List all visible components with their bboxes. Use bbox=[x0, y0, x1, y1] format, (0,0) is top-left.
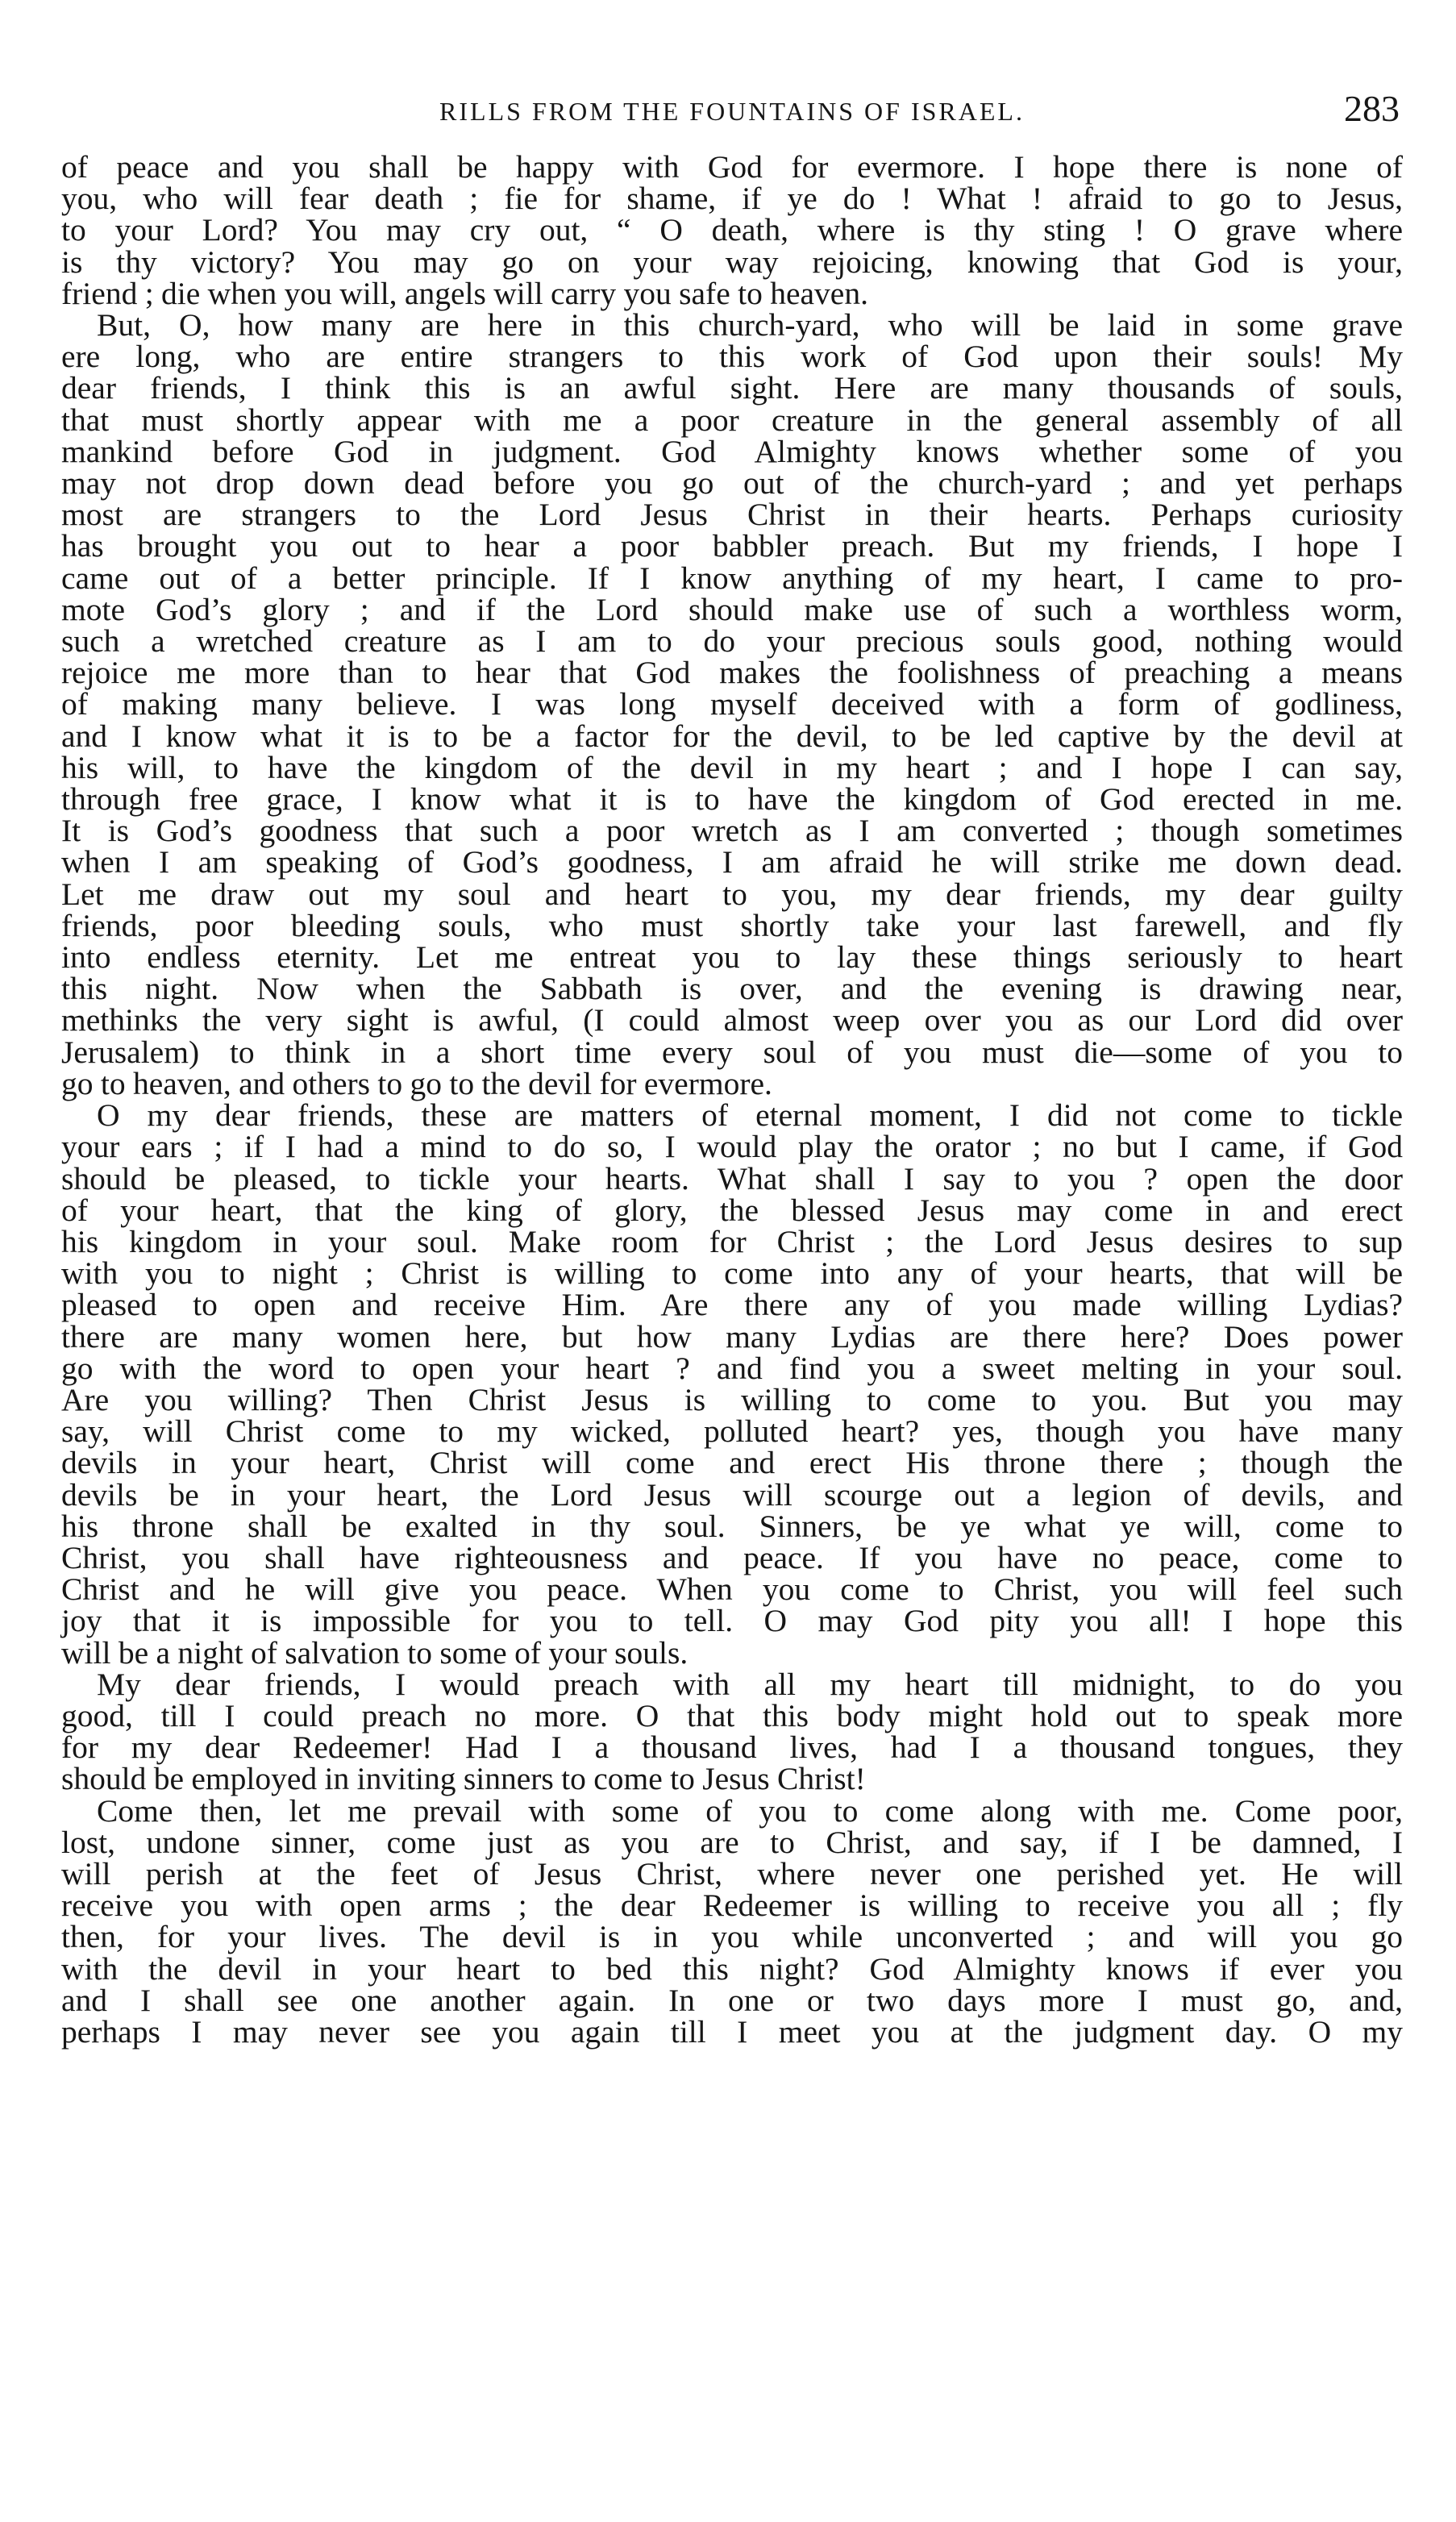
text-line: dear friends, I think this is an awful sight. Here are many thousands of souls, bbox=[61, 370, 1403, 406]
text-line: with you to night ; Christ is willing to come into any of your hearts, that will be bbox=[61, 1255, 1403, 1292]
paragraph-3 bbox=[61, 1097, 1403, 1671]
paragraph-4 bbox=[61, 1666, 1403, 1797]
text-line: you, who will fear death ; fie for shame, if ye do ! What ! afraid to go to Jesus, bbox=[61, 181, 1403, 217]
text-line: Let me draw out my soul and heart to you, my dear friends, my dear guilty bbox=[61, 876, 1403, 912]
text-line: ere long, who are entire strangers to this work of God upon their souls! My bbox=[61, 339, 1403, 375]
text-line: Are you willing? Then Christ Jesus is willing to come to you. But you may bbox=[61, 1381, 1403, 1417]
text-line: of your heart, that the king of glory, the blessed Jesus may come in and erect bbox=[61, 1192, 1403, 1228]
body-text bbox=[61, 149, 1403, 2050]
paragraph-2 bbox=[61, 307, 1403, 1101]
text-line: of peace and you shall be happy with God for evermore. I hope there is none of bbox=[61, 149, 1403, 185]
text-line: Jerusalem) to think in a short time every soul of you must die—some of you to bbox=[61, 1034, 1403, 1070]
text-line: O my dear friends, these are matters of eternal moment, I did not come to tickle bbox=[97, 1097, 1403, 1134]
text-line: your ears ; if I had a mind to do so, I would play the orator ; no but I came, if God bbox=[61, 1129, 1403, 1165]
text-line: there are many women here, but how many Lydias are there here? Does power bbox=[61, 1318, 1403, 1355]
text-line: receive you with open arms ; the dear Redeemer is willing to receive you all ; fly bbox=[61, 1887, 1403, 1924]
text-line: with the devil in your heart to bed this night? God Almighty knows if ever you bbox=[61, 1950, 1403, 1987]
text-line: go to heaven, and others to go to the devil for evermore. bbox=[61, 1065, 772, 1101]
text-line: and I shall see one another again. In one or two days more I must go, and, bbox=[61, 1982, 1403, 2018]
text-line: for my dear Redeemer! Had I a thousand lives, had I a thousand tongues, they bbox=[61, 1729, 1403, 1766]
text-line: will be a night of salvation to some of your souls. bbox=[61, 1634, 688, 1671]
text-line: is thy victory? You may go on your way rejoicing, knowing that God is your, bbox=[61, 243, 1403, 280]
text-line: mote God’s glory ; and if the Lord should make use of such a worthless worm, bbox=[61, 591, 1403, 627]
text-line: should be pleased, to tickle your hearts. What shall I say to you ? open the door bbox=[61, 1160, 1403, 1196]
paragraph-5 bbox=[61, 1792, 1403, 2050]
text-line: should be employed in inviting sinners to come to Jesus Christ! bbox=[61, 1761, 866, 1797]
text-line: devils in your heart, Christ will come and erect His throne there ; though the bbox=[61, 1445, 1403, 1481]
text-line: came out of a better principle. If I know anything of my heart, I came to pro- bbox=[61, 560, 1403, 596]
paragraph-1 bbox=[61, 149, 1403, 311]
text-line: My dear friends, I would preach with all my heart till midnight, to do you bbox=[97, 1666, 1403, 1702]
text-line: has brought you out to hear a poor babbler preach. But my friends, I hope I bbox=[61, 528, 1403, 564]
text-line: his kingdom in your soul. Make room for Christ ; the Lord Jesus desires to sup bbox=[61, 1223, 1403, 1259]
text-line: But, O, how many are here in this church-yard, who will be laid in some grave bbox=[97, 307, 1403, 343]
running-head bbox=[61, 77, 1403, 152]
text-line: pleased to open and receive Him. Are there any of you made willing Lydias? bbox=[61, 1287, 1403, 1323]
text-line: when I am speaking of God’s goodness, I am afraid he will strike me down dead. bbox=[61, 844, 1403, 880]
text-line: into endless eternity. Let me entreat you to lay these things seriously to heart bbox=[61, 939, 1403, 976]
running-title: RILLS FROM THE FOUNTAINS OF ISRAEL. bbox=[439, 97, 1025, 126]
text-line: most are strangers to the Lord Jesus Christ in their hearts. Perhaps curiosity bbox=[61, 497, 1403, 533]
text-line: friends, poor bleeding souls, who must shortly take your last farewell, and fly bbox=[61, 907, 1403, 943]
text-line: devils be in your heart, the Lord Jesus will scourge out a legion of devils, and bbox=[61, 1476, 1403, 1513]
text-line: to your Lord? You may cry out, “ O death, where is thy sting ! O grave where bbox=[61, 212, 1403, 248]
text-line: will perish at the feet of Jesus Christ, where never one perished yet. He will bbox=[61, 1855, 1403, 1892]
text-line: friend ; die when you will, angels will carry you safe to heaven. bbox=[61, 275, 868, 311]
text-line: go with the word to open your heart ? and find you a sweet melting in your soul. bbox=[61, 1350, 1403, 1386]
text-line: such a wretched creature as I am to do your precious souls good, nothing would bbox=[61, 623, 1403, 660]
page-number: 283 bbox=[1344, 88, 1400, 129]
text-line: lost, undone sinner, come just as you are to Christ, and say, if I be damned, I bbox=[61, 1824, 1403, 1860]
text-line: It is God’s goodness that such a poor wretch as I am converted ; though sometimes bbox=[61, 813, 1403, 849]
text-line: methinks the very sight is awful, (I could almost weep over you as our Lord did over bbox=[61, 1002, 1403, 1038]
text-line: Christ and he will give you peace. When you come to Christ, you will feel such bbox=[61, 1571, 1403, 1608]
text-line: may not drop down dead before you go out of the church-yard ; and yet perhaps bbox=[61, 465, 1403, 501]
text-line: this night. Now when the Sabbath is over, and the evening is drawing near, bbox=[61, 971, 1403, 1007]
text-line: rejoice me more than to hear that God makes the foolishness of preaching a means bbox=[61, 655, 1403, 691]
text-line: mankind before God in judgment. God Almighty knows whether some of you bbox=[61, 433, 1403, 469]
text-line: perhaps I may never see you again till I meet you at the judgment day. O my bbox=[61, 2013, 1403, 2050]
text-line: Come then, let me prevail with some of you to come along with me. Come poor, bbox=[97, 1792, 1403, 1829]
text-line: Christ, you shall have righteousness and peace. If you have no peace, come to bbox=[61, 1539, 1403, 1575]
text-line: that must shortly appear with me a poor creature in the general assembly of all bbox=[61, 402, 1403, 438]
text-line: his will, to have the kingdom of the devil in my heart ; and I hope I can say, bbox=[61, 749, 1403, 785]
text-line: and I know what it is to be a factor for the devil, to be led captive by the devil at bbox=[61, 718, 1403, 754]
book-page bbox=[61, 77, 1403, 2488]
text-line: say, will Christ come to my wicked, polluted heart? yes, though you have many bbox=[61, 1413, 1403, 1450]
text-line: his throne shall be exalted in thy soul. Sinners, be ye what ye will, come to bbox=[61, 1508, 1403, 1544]
text-line: good, till I could preach no more. O that this body might hold out to speak more bbox=[61, 1697, 1403, 1733]
text-line: of making many believe. I was long myself deceived with a form of godliness, bbox=[61, 686, 1403, 722]
text-line: through free grace, I know what it is to have the kingdom of God erected in me. bbox=[61, 781, 1403, 818]
text-line: then, for your lives. The devil is in you while unconverted ; and will you go bbox=[61, 1919, 1403, 1955]
text-line: joy that it is impossible for you to tell. O may God pity you all! I hope this bbox=[61, 1603, 1403, 1639]
